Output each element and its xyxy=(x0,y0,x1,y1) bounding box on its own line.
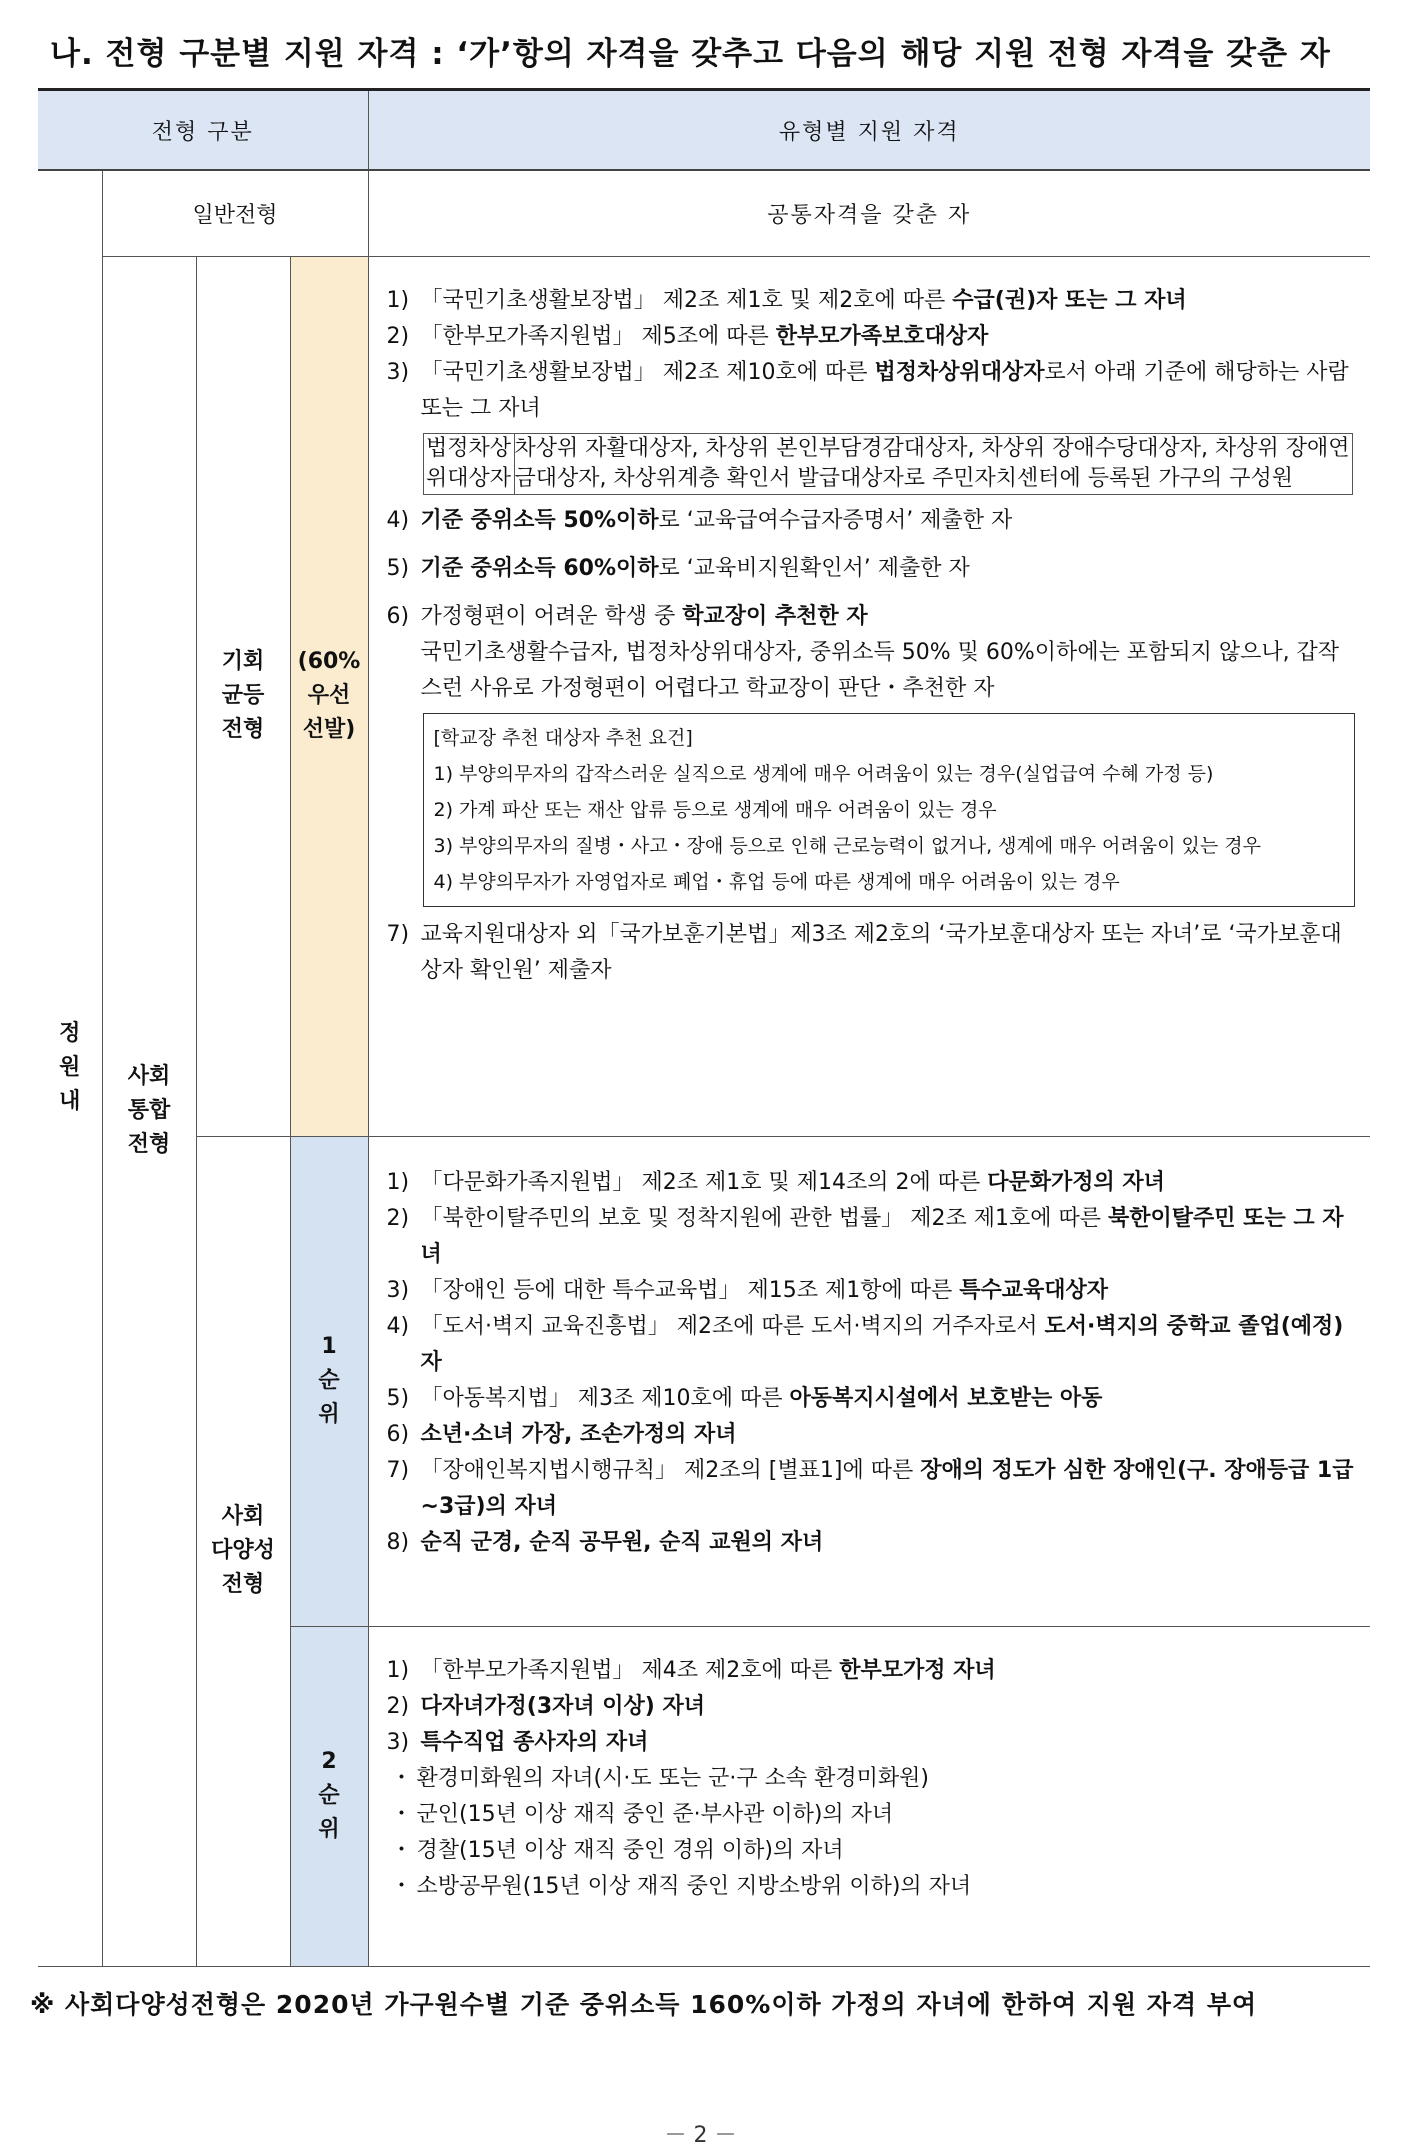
list-item: 2) 「북한이탈주민의 보호 및 정착지원에 관한 법률」 제2조 제1호에 따른 북한이탈주민 또는 그 자녀 xyxy=(386,1205,1344,1267)
list-item: 1) 「국민기초생활보장법」 제2조 제1호 및 제2호에 따른 수급(권)자 또는 그 자녀 xyxy=(386,287,1187,313)
near-poverty-table xyxy=(423,433,1353,495)
near-poverty-desc: 차상위 자활대상자, 차상위 본인부담경감대상자, 차상위 장애수당대상자, 차상위 장애연금대상자, 차상위계층 확인서 발급대상자로 주민자치센터에 등록된 가구의 구성원 xyxy=(514,433,1352,494)
list-item: 5) 「아동복지법」 제3조 제10호에 따른 아동복지시설에서 보호받는 아동 xyxy=(386,1385,1103,1411)
list-item: ・ 소방공무원(15년 이상 재직 중인 지방소방위 이하)의 자녀 xyxy=(390,1873,972,1899)
equal-opportunity-content xyxy=(368,256,1370,1136)
table-header-row xyxy=(38,90,1370,171)
equal-opportunity-label: 기회 균등 전형 xyxy=(196,256,290,1136)
list-item: 7) 교육지원대상자 외「국가보훈기본법」제3조 제2호의 ‘국가보훈대상자 또는 자녀’로 ‘국가보훈대상자 확인원’ 제출자 xyxy=(386,921,1342,983)
rank1-content xyxy=(368,1136,1370,1626)
eligibility-table xyxy=(38,88,1370,1967)
page-number: － 2 － xyxy=(664,2123,737,2148)
list-item: 3) 「장애인 등에 대한 특수교육법」 제15조 제1항에 따른 특수교육대상자 xyxy=(386,1277,1109,1303)
header-type: 전형 구분 xyxy=(38,90,368,171)
equal-opportunity-row xyxy=(38,256,1370,1136)
priority-ratio-label: (60% 우선 선발) xyxy=(290,256,368,1136)
rank1-label: 1 순 위 xyxy=(290,1136,368,1626)
list-item: ・ 군인(15년 이상 재직 중인 준·부사관 이하)의 자녀 xyxy=(390,1801,894,1827)
diversity-rank1-row xyxy=(38,1136,1370,1626)
general-desc: 공통자격을 갖춘 자 xyxy=(368,170,1370,256)
social-diversity-label: 사회 다양성 전형 xyxy=(196,1136,290,1966)
recommendation-requirements-box: [학교장 추천 대상자 추천 요건] 1) 부양의무자의 갑작스러운 실직으로 생계에 매우 어려움이 있는 경우(실업급여 수혜 가정 등) 2) 가계 파산 또는 재산 압류 등으로 생계에 매우 어려움이 있는 경우 3) 부양의무자의 질병・사고・장애 등으로 인해 근로능력이 없거나, 생계에 매우 어려움이 있는 경우 4) 부양의무자가 자영업자로 폐업・휴업 등에 따른 생계에 매우 어려움이 있는 경우 xyxy=(423,713,1355,907)
list-item: ・ 경찰(15년 이상 재직 중인 경위 이하)의 자녀 xyxy=(390,1837,844,1863)
social-integration-label: 사회 통합 전형 xyxy=(102,256,196,1966)
list-item: 3) 특수직업 종사자의 자녀 xyxy=(386,1729,649,1755)
footnote: ※ 사회다양성전형은 2020년 가구원수별 기준 중위소득 160%이하 가정의 자녀에 한하여 지원 자격 부여 xyxy=(30,1990,1258,2019)
rank2-label: 2 순 위 xyxy=(290,1626,368,1966)
general-label: 일반전형 xyxy=(102,170,368,256)
page-title: 나. 전형 구분별 지원 자격 : ‘가’항의 자격을 갖추고 다음의 해당 지원 전형 자격을 갖춘 자 xyxy=(50,36,1331,72)
list-item: 7) 「장애인복지법시행규칙」 제2조의 [별표1]에 따른 장애의 정도가 심한 장애인(구. 장애등급 1급~3급)의 자녀 xyxy=(386,1457,1354,1519)
list-item: 4) 기준 중위소득 50%이하로 ‘교육급여수급자증명서’ 제출한 자 xyxy=(386,507,1013,533)
list-item: 1) 「한부모가족지원법」 제4조 제2호에 따른 한부모가정 자녀 xyxy=(386,1657,996,1683)
quota-label: 정 원 내 xyxy=(38,170,102,1966)
list-item: 1) 「다문화가족지원법」 제2조 제1호 및 제14조의 2에 따른 다문화가정의 자녀 xyxy=(386,1169,1165,1195)
header-qualification: 유형별 지원 자격 xyxy=(368,90,1370,171)
rank2-content xyxy=(368,1626,1370,1966)
list-item: 6) 소년·소녀 가장, 조손가정의 자녀 xyxy=(386,1421,737,1447)
list-item: 8) 순직 군경, 순직 공무원, 순직 교원의 자녀 xyxy=(386,1529,824,1555)
list-item: 4) 「도서·벽지 교육진흥법」 제2조에 따른 도서·벽지의 거주자로서 도서·벽지의 중학교 졸업(예정)자 xyxy=(386,1313,1344,1375)
list-item: 5) 기준 중위소득 60%이하로 ‘교육비지원확인서’ 제출한 자 xyxy=(386,555,970,581)
list-item: 3) 「국민기초생활보장법」 제2조 제10호에 따른 법정차상위대상자로서 아래 기준에 해당하는 사람 또는 그 자녀 xyxy=(386,359,1349,421)
list-item: ・ 환경미화원의 자녀(시·도 또는 군·구 소속 환경미화원) xyxy=(390,1765,929,1791)
near-poverty-label: 법정차상위대상자 xyxy=(423,433,514,494)
general-row xyxy=(38,170,1370,256)
list-item: 2) 다자녀가정(3자녀 이상) 자녀 xyxy=(386,1693,706,1719)
list-item: 6) 가정형편이 어려운 학생 중 학교장이 추천한 자 국민기초생활수급자, 법정차상위대상자, 중위소득 50% 및 60%이하에는 포함되지 않으나, 갑작스런 사유로 가정형편이 어렵다고 학교장이 판단・추천한 자 xyxy=(386,603,1340,701)
list-item: 2) 「한부모가족지원법」 제5조에 따른 한부모가족보호대상자 xyxy=(386,323,989,349)
